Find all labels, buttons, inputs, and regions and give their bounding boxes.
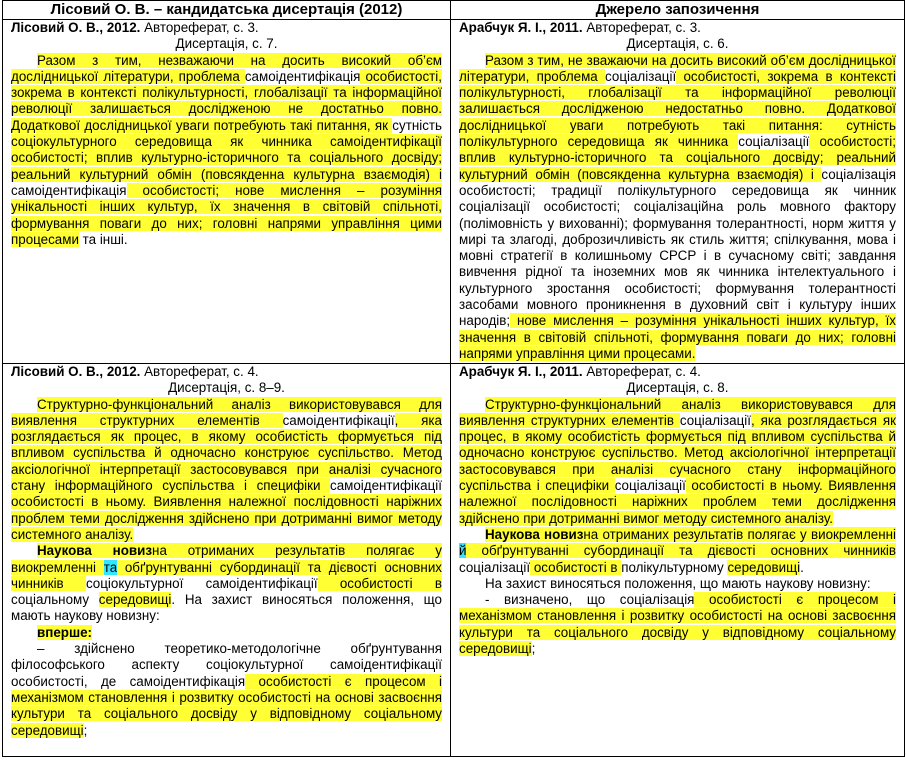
paragraph [11, 397, 442, 544]
ref-autoreferat: Автореферат, с. 3. [140, 20, 259, 35]
highlight-text: особистості, зокрема в контексті полікультурності, глобалізації та інформаційної революції залишається дослідженою недостатньо повно. Додаткової дослідницької уваги потребують такі питання: сутність полікультурного середовища як чинника [459, 68, 896, 150]
ref-autoreferat: Автореферат, с. 3. [582, 20, 701, 35]
plain-text: ; [531, 641, 536, 657]
ref-dissertation: Дисертація, с. 8. [626, 380, 729, 396]
comparison-table [2, 0, 905, 757]
highlight-text: особистості є процесом і механізмом становлення і розвитку особистості на основі засвоєння культури та соціального досвіду у відповідному соціальному середовищі [11, 673, 442, 738]
changed-word: сутність [392, 117, 442, 133]
ref-dissertation: Дисертація, с. 6. [626, 36, 729, 52]
paragraph [11, 543, 442, 624]
changed-word: соціалізації [605, 68, 677, 84]
plain-text: та інші. [78, 231, 128, 247]
highlight-text: середовищі [727, 559, 801, 575]
row2-left-cell [3, 364, 451, 757]
changed-word: самоідентифікація [11, 182, 127, 198]
plain-text: На захист виносяться положення, що мають наукову новизну: [485, 575, 871, 591]
highlight-text: , яка розглядається як процес, в якому особистість формується під впливом суспільства й одночасно конструює суспільство. Метод аксіологічної інтерпретації застосовувався при аналізі сучасного стану інформаційного суспільства і специфіки [11, 412, 442, 494]
changed-word: соціалізації [738, 134, 810, 150]
paragraph [11, 625, 442, 641]
reference [459, 20, 896, 36]
ref-author: Лісовий О. В., 2012. [11, 20, 141, 35]
plain-text: . [800, 559, 804, 575]
highlight-text: обґрунтуванні субординації та дієвості основних чинників [11, 559, 442, 591]
highlight-text: вперше: [37, 624, 93, 640]
ref-autoreferat: Автореферат, с. 4. [140, 364, 259, 379]
highlight-text: на отриманих результатів полягає у виокремленні [11, 543, 442, 575]
ref-author: Лісовий О. В., 2012. [11, 364, 141, 379]
changed-word: соціальному [11, 592, 90, 608]
changed-word: самоідентифікація [129, 673, 246, 689]
header-source: Джерело запозичення [451, 1, 905, 20]
changed-word: соціалізація особистості [459, 166, 896, 198]
changed-word: соціалізація [619, 592, 695, 608]
paragraph [11, 53, 442, 249]
highlight-text: особистості в [530, 559, 622, 575]
highlight-text: особистості в ньому. Виявлення належної послідовності наріжних проблем теми дослідження здійснено при дотриманні вимог методу системного аналізу. [11, 494, 442, 542]
changed-word: й [459, 543, 467, 559]
highlight-text: , яка розглядається як процес, в якому особистість формується під впливом суспільства й одночасно конструює суспільство. Метод аксіологічної інтерпретації застосовувався при аналізі сучасного стану інформаційного суспільства і специфіки [459, 412, 897, 494]
changed-word: самоідентифікації [330, 478, 442, 494]
table-row [3, 364, 905, 757]
reference [11, 364, 442, 380]
highlight-text: Структурно-функціональний аналіз використовувався для виявлення структурних елементів [459, 396, 896, 428]
plain-text: - визначено, що [485, 592, 620, 608]
highlight-text: нове мислення – розуміння унікальності інших культур, їх значення в світовій спільноті, формування поваги до них; головні напрями управління цими процесами. [459, 313, 896, 361]
highlight-text: Структурно-функціональний аналіз використовувався для виявлення структурних елементів [11, 396, 442, 428]
changed-word: соціокультурної самоідентифікації [85, 575, 318, 591]
paragraph [459, 527, 896, 576]
ref-dissertation: Дисертація, с. 7. [175, 36, 278, 52]
changed-word: соціалізації [459, 559, 531, 575]
highlight-text: Разом з тим, незважаючи на досить високий об’єм дослідницької літератури, проблема [11, 52, 442, 84]
reference [11, 20, 442, 36]
paragraph [459, 576, 896, 592]
highlight-text: соціокультурного середовища як чинника самоідентифікації особистості; вплив культурно-історичного та соціального досвіду; реальний культурний обмін (повсякденна культурна взаємодія) і [11, 134, 442, 182]
plain-text [89, 592, 99, 607]
highlight-text: особистості, зокрема в контексті полікультурності, глобалізації та інформаційної революції залишається дослідженою не достатньо повно. Додаткової дослідницької уваги потребують такі питання, як [11, 68, 442, 133]
changed-word: соціалізації [679, 412, 751, 428]
highlight-text: особистості; нове мислення – розуміння унікальності інших культур, їх значення в світовій спільноті, формування поваги до них; головні напрями управління цими процесами [11, 182, 442, 247]
ref-author: Арабчук Я. І., 2011. [459, 364, 583, 379]
paragraph [459, 592, 896, 657]
ref-autoreferat: Автореферат, с. 4. [582, 364, 701, 379]
ref-author: Арабчук Я. І., 2011. [459, 20, 583, 35]
header-dissertation: Лісовий О. В. – кандидатська дисертація (2012) [3, 1, 451, 20]
highlight-text: особистості в ньому. Виявлення належної послідовності наріжних проблем теми дослідження здійснено при дотриманні вимог методу системного аналізу. [459, 478, 896, 526]
changed-word: самоідентифікація [244, 68, 361, 84]
changed-word: полікультурному [621, 559, 724, 575]
table-row [3, 20, 905, 364]
row1-left-cell [3, 20, 451, 364]
highlight-text: Разом з тим, не зважаючи на досить високий об’єм дослідницької літератури, проблема [459, 52, 896, 84]
paragraph [459, 397, 896, 527]
reference [459, 364, 896, 380]
highlight-text: особистості в [317, 575, 442, 591]
highlight-text: обґрунтуванні субординації та дієвості основних чинників [466, 543, 896, 559]
highlight-text: на отриманих результатів полягає у виокремленні [583, 526, 897, 542]
changed-word: самоідентифікації [282, 412, 395, 428]
paragraph [11, 641, 442, 739]
row2-right-cell [451, 364, 905, 757]
highlight-text: середовищі [98, 592, 172, 608]
ref-dissertation: Дисертація, с. 8–9. [168, 380, 285, 396]
highlight-text: Наукова новиз [37, 543, 153, 559]
table-header-row [3, 1, 905, 20]
highlight-text: особистості; вплив культурно-історичного та соціального досвіду; реальний культурний обмін (повсякденна культурна взаємодія) і [459, 134, 896, 182]
row1-right-cell [451, 20, 905, 364]
changed-word: та [103, 559, 118, 575]
plain-text: . На захист виносяться положення, що мають наукову новизну: [11, 592, 442, 624]
plain-text: ; [83, 722, 88, 738]
highlight-text: Наукова новиз [485, 526, 584, 542]
plain-text: – здійснено теоретико-методологічне обґрунтування філософського аспекту соціокультурної самоідентифікації особистості, де [11, 641, 442, 689]
changed-word: соціалізації [614, 478, 686, 494]
highlight-text: особистості є процесом і механізмом становлення і розвитку особистості на основі засвоєння культури та соціального досвіду у відповідному соціальному середовищі [459, 592, 896, 657]
plain-text: ; традиції полікультурного середовища як чинник соціалізації особистості; соціалізаційна роль мовного фактору (полімовність у вихованні); формування толерантності, норм життя у мирі та злагоді, доброзичливість як стиль життя; спілкування, мова і мовні стратегії в колишньому СРСР і в сучасному світі; завдання вивчення рідної та іноземних мов як чинника інтелектуального і культурного зростання особистості; формування толерантності засобами мовного проникнення в духовний світ і культуру інших народів; [459, 182, 896, 329]
paragraph [459, 53, 896, 363]
